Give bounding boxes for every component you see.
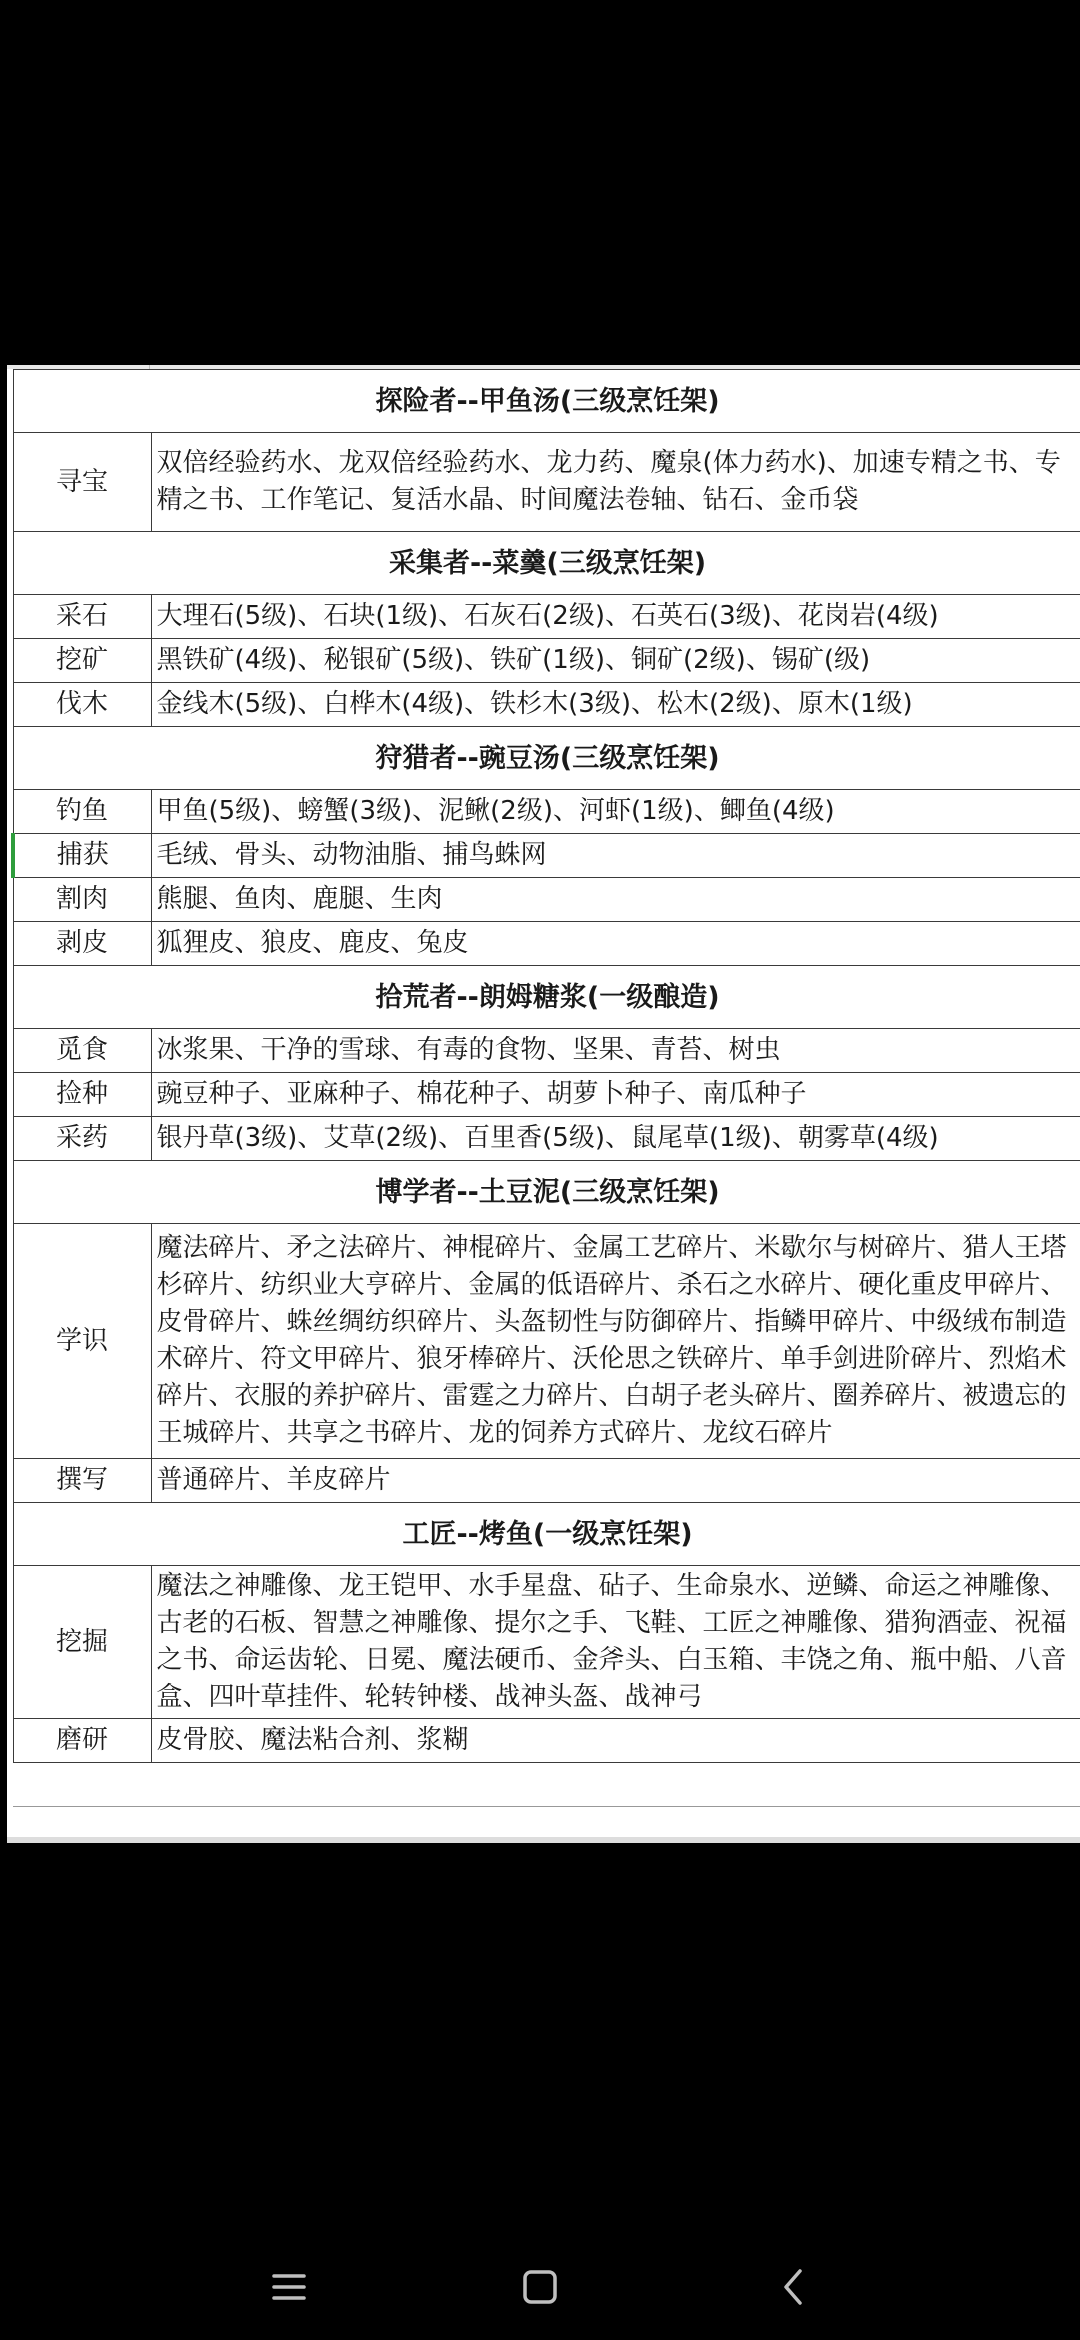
items-cell[interactable]: 甲鱼(5级)、螃蟹(3级)、泥鳅(2级)、河虾(1级)、鲫鱼(4级) [151, 790, 1080, 834]
items-cell[interactable]: 黑铁矿(4级)、秘银矿(5级)、铁矿(1级)、铜矿(2级)、锡矿(级) [151, 639, 1080, 683]
empty-cell[interactable] [13, 1763, 151, 1807]
section-title: 博学者--土豆泥(三级烹饪架) [13, 1161, 1080, 1224]
category-cell[interactable]: 捡种 [13, 1073, 151, 1117]
gathering-table [11, 369, 1080, 1817]
back-arrow-icon [758, 2252, 828, 2322]
empty-cell [151, 1807, 1080, 1818]
items-cell[interactable]: 冰浆果、干净的雪球、有毒的食物、坚果、青苔、树虫 [151, 1029, 1080, 1073]
menu-icon [254, 2252, 324, 2322]
empty-cell [13, 1807, 151, 1818]
category-cell[interactable]: 学识 [13, 1224, 151, 1459]
category-cell[interactable]: 挖矿 [13, 639, 151, 683]
items-cell[interactable]: 豌豆种子、亚麻种子、棉花种子、胡萝卜种子、南瓜种子 [151, 1073, 1080, 1117]
category-cell[interactable]: 挖掘 [13, 1566, 151, 1719]
section-title: 拾荒者--朗姆糖浆(一级酿造) [13, 966, 1080, 1029]
items-cell[interactable]: 银丹草(3级)、艾草(2级)、百里香(5级)、鼠尾草(1级)、朝雾草(4级) [151, 1117, 1080, 1161]
back-button[interactable] [758, 2252, 828, 2322]
items-cell[interactable]: 大理石(5级)、石块(1级)、石灰石(2级)、石英石(3级)、花岗岩(4级) [151, 595, 1080, 639]
items-cell[interactable]: 魔法碎片、矛之法碎片、神棍碎片、金属工艺碎片、米歇尔与树碎片、猎人王塔杉碎片、纺织业大亨碎片、金属的低语碎片、杀石之水碎片、硬化重皮甲碎片、皮骨碎片、蛛丝绸纺织碎片、头盔韧性与防御碎片、指鳞甲碎片、中级绒布制造术碎片、符文甲碎片、狼牙棒碎片、沃伦思之铁碎片、单手剑进阶碎片、烈焰术碎片、衣服的养护碎片、雷霆之力碎片、白胡子老头碎片、圈养碎片、被遗忘的王城碎片、共享之书碎片、龙的饲养方式碎片、龙纹石碎片 [151, 1224, 1080, 1459]
spreadsheet-view[interactable] [7, 365, 1080, 1843]
items-cell[interactable]: 双倍经验药水、龙双倍经验药水、龙力药、魔泉(体力药水)、加速专精之书、专精之书、工作笔记、复活水晶、时间魔法卷轴、钻石、金币袋 [151, 433, 1080, 532]
sheet-bottom-edge [7, 1837, 1080, 1843]
section-title: 狩猎者--豌豆汤(三级烹饪架) [13, 727, 1080, 790]
menu-button[interactable] [254, 2252, 324, 2322]
section-title: 采集者--菜羹(三级烹饪架) [13, 532, 1080, 595]
category-cell[interactable]: 钓鱼 [13, 790, 151, 834]
category-cell-selected[interactable]: 捕获 [13, 834, 151, 878]
category-cell[interactable]: 剥皮 [13, 922, 151, 966]
category-cell[interactable]: 撰写 [13, 1459, 151, 1503]
items-cell[interactable]: 皮骨胶、魔法粘合剂、浆糊 [151, 1719, 1080, 1763]
category-cell[interactable]: 磨研 [13, 1719, 151, 1763]
category-cell[interactable]: 寻宝 [13, 433, 151, 532]
section-title: 工匠--烤鱼(一级烹饪架) [13, 1503, 1080, 1566]
category-cell[interactable]: 割肉 [13, 878, 151, 922]
items-cell[interactable]: 金线木(5级)、白桦木(4级)、铁杉木(3级)、松木(2级)、原木(1级) [151, 683, 1080, 727]
items-cell[interactable]: 狐狸皮、狼皮、鹿皮、兔皮 [151, 922, 1080, 966]
section-title: 探险者--甲鱼汤(三级烹饪架) [13, 370, 1080, 433]
category-cell[interactable]: 觅食 [13, 1029, 151, 1073]
category-cell[interactable]: 伐木 [13, 683, 151, 727]
items-cell[interactable]: 熊腿、鱼肉、鹿腿、生肉 [151, 878, 1080, 922]
home-button[interactable] [505, 2252, 575, 2322]
empty-cell[interactable] [151, 1763, 1080, 1807]
items-cell[interactable]: 普通碎片、羊皮碎片 [151, 1459, 1080, 1503]
system-navigation-bar [0, 2230, 1080, 2340]
items-cell[interactable]: 毛绒、骨头、动物油脂、捕鸟蛛网 [151, 834, 1080, 878]
square-home-icon [505, 2252, 575, 2322]
category-cell[interactable]: 采药 [13, 1117, 151, 1161]
category-cell[interactable]: 采石 [13, 595, 151, 639]
items-cell[interactable]: 魔法之神雕像、龙王铠甲、水手星盘、砧子、生命泉水、逆鳞、命运之神雕像、古老的石板、智慧之神雕像、提尔之手、飞鞋、工匠之神雕像、猎狗酒壶、祝福之书、命运齿轮、日冕、魔法硬币、金斧头、白玉箱、丰饶之角、瓶中船、八音盒、四叶草挂件、轮转钟楼、战神头盔、战神弓 [151, 1566, 1080, 1719]
